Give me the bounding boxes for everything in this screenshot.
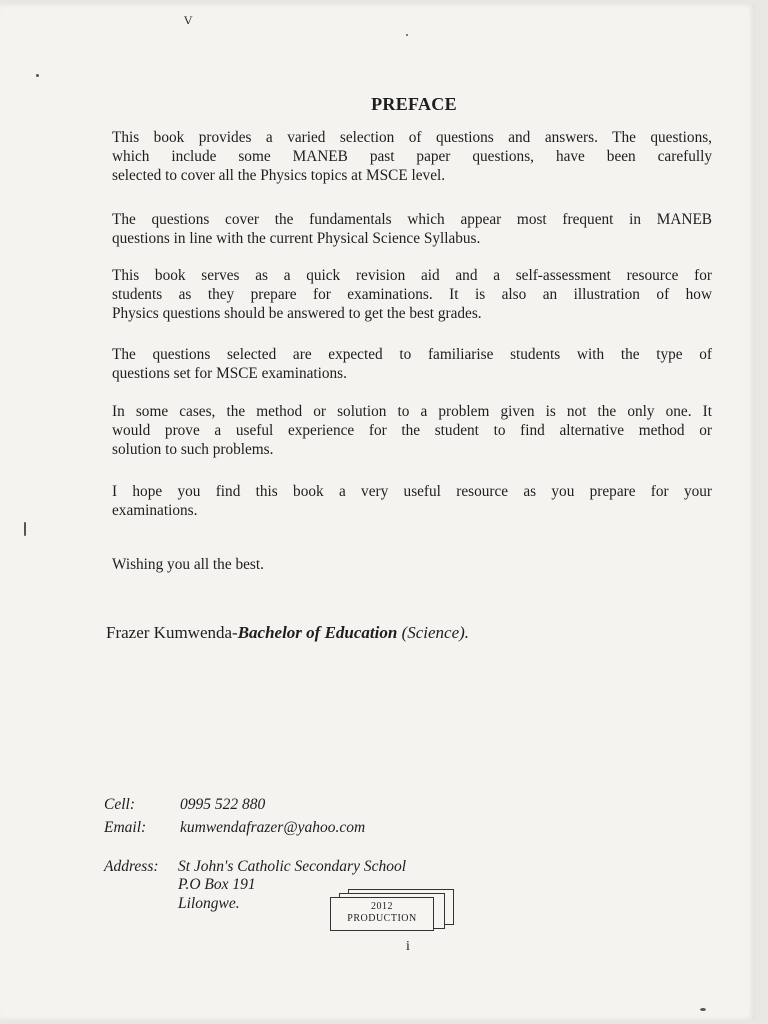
text-line: solution to such problems. (112, 441, 274, 458)
text-line: would prove a useful experience for the student to find alternative method or (112, 422, 712, 439)
preface-paragraph-1 (112, 128, 712, 185)
ink-speck (36, 74, 39, 77)
text-line: which include some MANEB past paper questions, have been carefully (112, 148, 712, 165)
author-name: Frazer Kumwenda- (106, 623, 238, 642)
text-line: In some cases, the method or solution to a problem given is not the only one. It (112, 403, 712, 420)
preface-paragraph-2 (112, 210, 712, 248)
preface-paragraph-6 (112, 482, 712, 520)
stamp-year: 2012 (371, 901, 393, 912)
text-line: The questions selected are expected to familiarise students with the type of (112, 346, 712, 363)
pen-mark-icon: ⱽ (184, 14, 193, 34)
address-line: P.O Box 191 (178, 876, 256, 893)
text-line: The questions cover the fundamentals which appear most frequent in MANEB (112, 211, 712, 228)
text-line: I hope you find this book a very useful resource as you prepare for your (112, 483, 712, 500)
document-page (0, 4, 755, 1020)
cell-label: Cell: (104, 796, 135, 813)
preface-paragraph-5 (112, 402, 712, 459)
cell-value: 0995 522 880 (180, 796, 266, 813)
preface-paragraph-4 (112, 345, 712, 383)
text-line: questions set for MSCE examinations. (112, 365, 347, 382)
text-line: Physics questions should be answered to get the best grades. (112, 305, 482, 322)
author-signature (106, 623, 469, 643)
ink-speck (700, 1008, 706, 1011)
text-line: selected to cover all the Physics topics at MSCE level. (112, 167, 446, 184)
production-stamp (330, 889, 452, 933)
author-field: (Science). (401, 623, 470, 642)
email-label: Email: (104, 819, 147, 836)
page-title: PREFACE (371, 94, 457, 114)
text-line: students as they prepare for examinations. It is also an illustration of how (112, 286, 712, 303)
closing-line (112, 555, 712, 574)
ink-speck (24, 522, 26, 536)
stamp-text: PRODUCTION (347, 913, 417, 924)
ink-speck (406, 34, 408, 36)
text-line: This book provides a varied selection of questions and answers. The questions, (112, 129, 712, 146)
text-line: Wishing you all the best. (112, 556, 264, 573)
email-value: kumwendafrazer@yahoo.com (180, 819, 366, 836)
address-label: Address: (104, 858, 159, 875)
address-line: Lilongwe. (178, 895, 240, 912)
preface-paragraph-3 (112, 266, 712, 323)
text-line: examinations. (112, 502, 198, 519)
page-number: i (406, 939, 410, 954)
address-line: St John's Catholic Secondary School (178, 858, 407, 875)
stamp-card-front (330, 897, 434, 931)
text-line: questions in line with the current Physical Science Syllabus. (112, 230, 481, 247)
author-degree: Bachelor of Education (237, 623, 398, 642)
text-line: This book serves as a quick revision aid and a self-assessment resource for (112, 267, 712, 284)
